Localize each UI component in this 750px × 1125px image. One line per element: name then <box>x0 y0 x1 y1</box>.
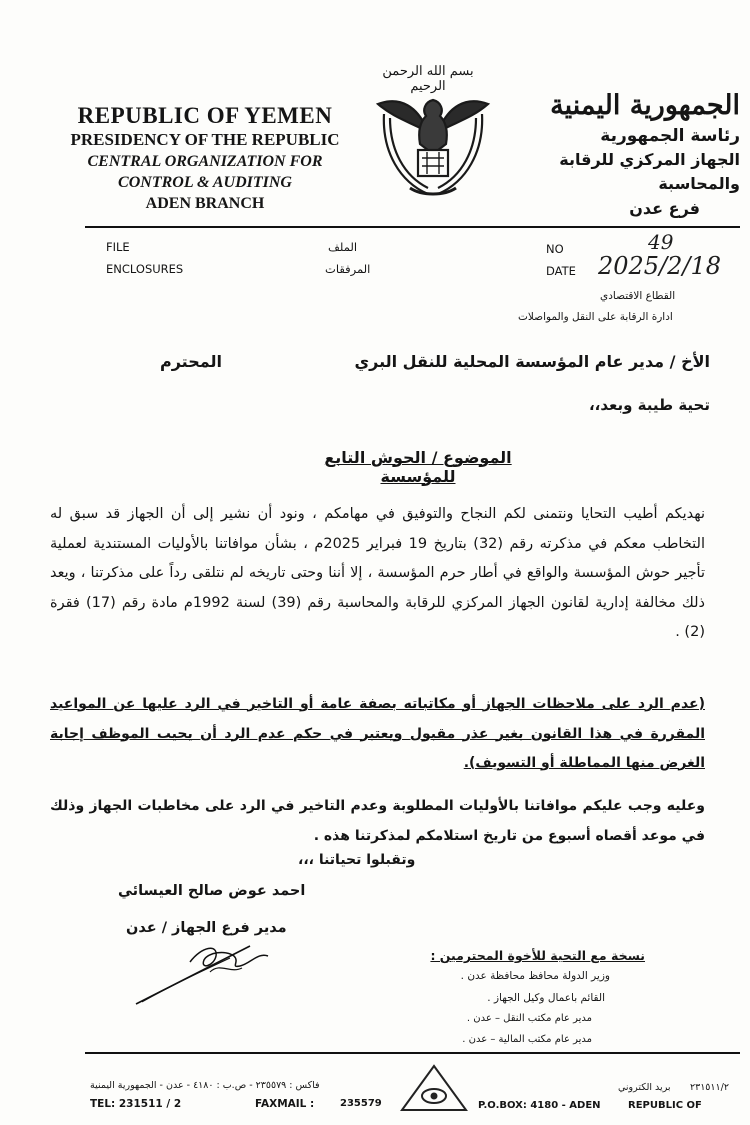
branch-en: ADEN BRANCH <box>145 195 265 212</box>
footer-pobox: P.O.BOX: 4180 - ADEN <box>478 1100 601 1111</box>
copy-item: مدير عام مكتب النقل – عدن . <box>466 1013 592 1024</box>
subject-line: الموضوع / الحوش التابع للمؤسسة <box>324 448 512 486</box>
english-letterhead <box>60 102 350 215</box>
footer-republic: REPUBLIC OF <box>628 1100 702 1111</box>
organization-en-1: CENTRAL ORGANIZATION FOR <box>87 153 323 170</box>
organization-en-2: CONTROL & AUDITING <box>118 174 292 191</box>
arabic-letterhead <box>530 88 740 222</box>
signatory-name: احمد عوض صالح العيسائي <box>118 883 306 899</box>
body-paragraph-1: نهديكم أطيب التحايا ونتمنى لكم النجاح والتوفيق في مهامكم ، ونود أن نشير إلى أن الجهاز قد سبق له التخاطب معكم في مذكرته رقم (32) بتاريخ 19 فبراير 2025م ، بشأن موافاتنا بالأوليات المستندية لعملية تأجير حوش المؤسسة والواقع في أطار حرم المؤسسة ، إلا أننا وحتى تاريخه لم نتلقى رداً على مذكرتنا ، ويعد ذلك مخالفة إدارية لقانون الجهاز المركزي للرقابة والمحاسبة رقم (39) لسنة 1992م مادة رقم (17) فقرة (2) . <box>50 506 705 640</box>
country-name-ar: الجمهورية اليمنية <box>550 90 740 121</box>
enclosures-label-en: ENCLOSURES <box>106 262 184 276</box>
recipient-line: الأخ / مدير عام المؤسسة المحلية للنقل البري <box>354 352 710 371</box>
branch-ar: فرع عدن <box>629 199 700 218</box>
footer-divider <box>85 1052 740 1054</box>
presidency-en: PRESIDENCY OF THE REPUBLIC <box>70 130 340 149</box>
footer-email-ar: بريد الكتروني <box>618 1082 671 1093</box>
file-label-ar: الملف <box>328 240 358 254</box>
handwritten-signature <box>130 932 280 1012</box>
copy-item: وزير الدولة محافظ محافظة عدن . <box>460 970 610 982</box>
copy-item: مدير عام مكتب المالية – عدن . <box>462 1034 592 1045</box>
yemen-eagle-emblem <box>370 92 496 202</box>
copy-item: القائم باعمال وكيل الجهاز . <box>487 992 605 1004</box>
footer-tel-ar: ٢٣١٥١١/٢ <box>690 1082 729 1093</box>
footer-arabic-contact: فاكس : ٢٣٥٥٧٩ - ص.ب : ٤١٨٠ - عدن - الجمهورية اليمنية <box>90 1080 320 1091</box>
sector-line2: ادارة الرقابة على النقل والمواصلات <box>518 311 673 323</box>
footer-faxmail-label: FAXMAIL : <box>255 1098 315 1110</box>
header-divider <box>85 226 740 228</box>
closing: وتقبلوا تحياتنا ،،، <box>298 852 416 868</box>
footer-faxmail-value: 235579 <box>340 1098 382 1109</box>
footer-seal-logo <box>398 1060 470 1116</box>
copies-heading: نسخة مع التحية للأخوة المحترمين : <box>430 948 645 963</box>
file-label-en: FILE <box>106 240 130 254</box>
enclosures-label-ar: المرفقات <box>325 262 371 276</box>
date-value: 2025/2/18 <box>598 252 722 280</box>
greeting: تحية طيبة وبعد،، <box>588 396 710 414</box>
recipient-honorific: المحترم <box>160 352 222 371</box>
number-value: 49 <box>648 230 674 254</box>
presidency-ar: رئاسة الجمهورية <box>600 126 740 146</box>
country-name-en: REPUBLIC OF YEMEN <box>77 103 333 128</box>
number-label: NO <box>546 242 564 256</box>
sector-line1: القطاع الاقتصادي <box>600 290 676 302</box>
body-paragraph-2: وعليه وجب عليكم موافاتنا بالأوليات المطلوبة وعدم التاخير في الرد على مخاطبات الجهاز وذلك في موعد أقصاه أسبوع من تاريخ استلامكم لمذكرتنا هذه . <box>50 798 705 844</box>
footer-tel: TEL: 231511 / 2 <box>90 1098 182 1110</box>
basmala: بسم الله الرحمن الرحيم <box>382 64 474 94</box>
date-label: DATE <box>546 264 576 278</box>
signatory-title: مدير فرع الجهاز / عدن <box>126 920 287 936</box>
organization-ar: الجهاز المركزي للرقابة والمحاسبة <box>559 150 740 193</box>
law-quote: (عدم الرد على ملاحظات الجهاز أو مكاتباته بصفة عامة أو التاخير في الرد عليها عن المواعيد المقررة في هذا القانون بغير عذر مقبول ويعتبر في حكم عدم الرد أن يحيب الموظف إجابة الغرض منها المماطلة أو التسويف). <box>50 696 705 771</box>
